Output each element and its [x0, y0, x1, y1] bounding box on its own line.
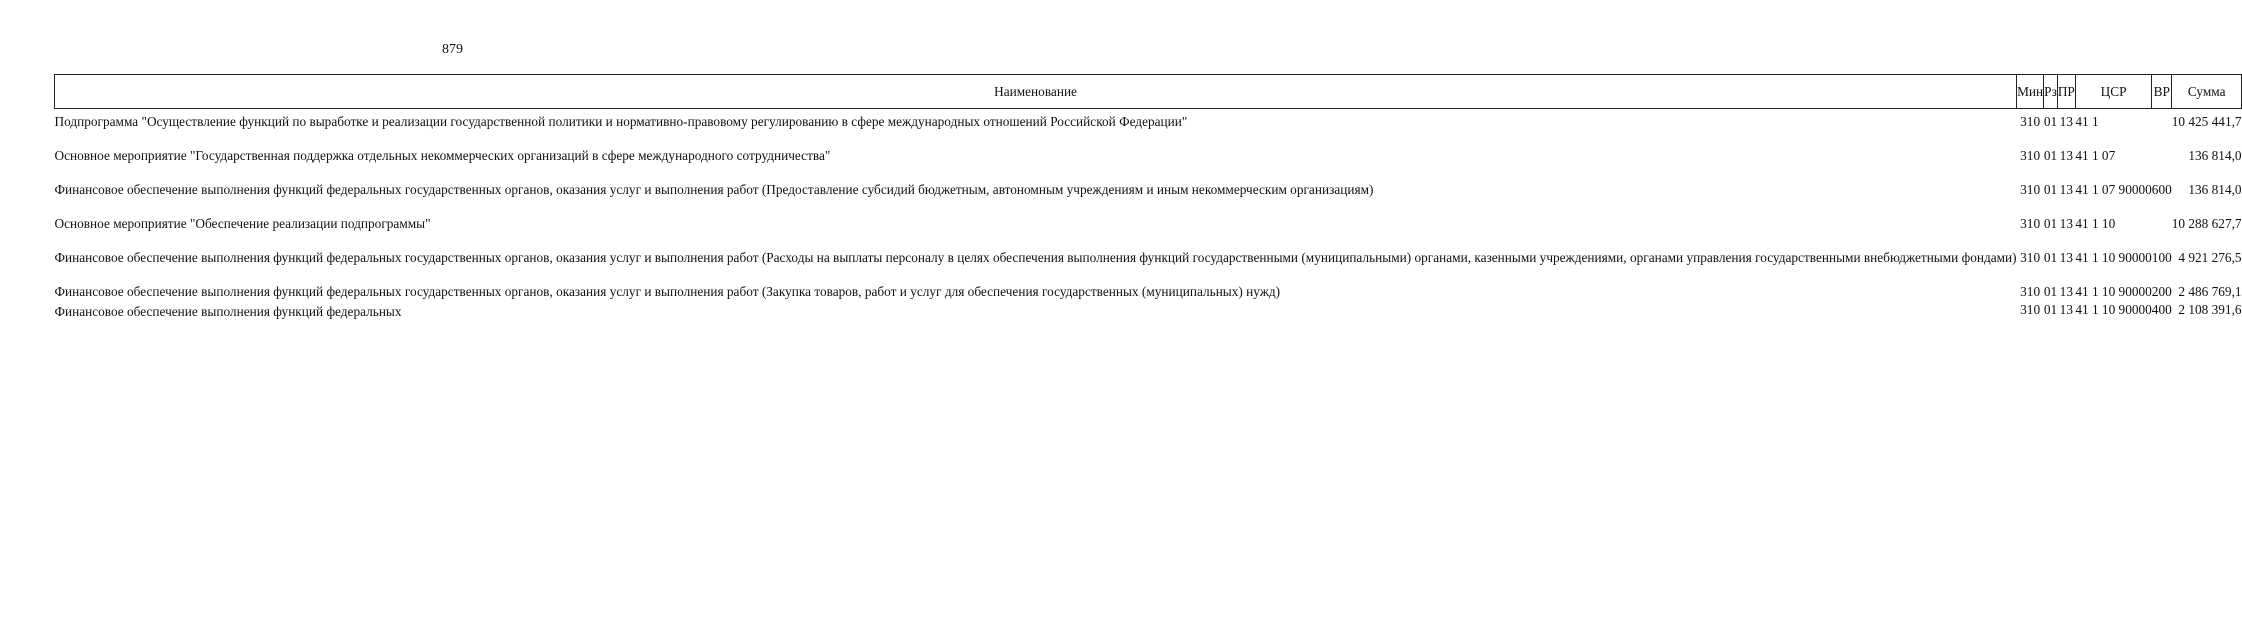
row-name: Подпрограмма "Осуществление функций по выработке и реализации государственной политики и нормативно-правовому регулированию в сфере международных отношений Российской Федерации": [54, 114, 1188, 129]
row-sum: 2 486 769,1: [2178, 284, 2242, 299]
row-csr: 41 1 10 90000: [2075, 284, 2152, 299]
row-min: 310: [2020, 284, 2041, 299]
row-vr: 200: [2151, 284, 2172, 299]
row-name: Финансовое обеспечение выполнения функций федеральных государственных органов, оказания услуг и выполнения работ (Закупка товаров, работ и услуг для обеспечения государственных (муниципальных) нужд): [54, 284, 1281, 299]
row-pr: 13: [2059, 182, 2073, 197]
header-name: Наименование: [55, 75, 2017, 109]
header-sum: Сумма: [2172, 75, 2242, 109]
row-vr: [2152, 109, 2172, 131]
row-csr: 41 1 10 90000: [2075, 250, 2152, 265]
budget-table: [54, 74, 2242, 320]
row-sum: 4 921 276,5: [2178, 250, 2242, 265]
row-csr: 41 1 07: [2075, 148, 2116, 163]
row-name: Основное мероприятие "Обеспечение реализации подпрограммы": [54, 216, 431, 231]
row-rz: 01: [2043, 114, 2058, 129]
row-min: 310: [2020, 182, 2041, 197]
row-min: 310: [2020, 216, 2041, 231]
row-vr: 400: [2151, 302, 2172, 317]
row-sum: 10 288 627,7: [2171, 216, 2242, 231]
header-vr: ВР: [2152, 75, 2172, 109]
row-vr: [2152, 130, 2172, 164]
header-pr: ПР: [2057, 75, 2075, 109]
row-name: Финансовое обеспечение выполнения функций федеральных государственных органов, оказания услуг и выполнения работ (Предоставление субсидий бюджетным, автономным учреждениям и иным некоммерческим организациям): [54, 182, 1374, 197]
row-pr: 13: [2059, 216, 2073, 231]
table-row: [55, 164, 2242, 198]
table-row: [55, 109, 2242, 131]
row-rz: 01: [2043, 250, 2058, 265]
row-min: 310: [2020, 302, 2041, 317]
row-csr: 41 1: [2075, 114, 2099, 129]
row-csr: 41 1 10 90000: [2075, 302, 2152, 317]
table-row: [55, 232, 2242, 266]
row-min: 310: [2020, 114, 2041, 129]
row-sum: 136 814,0: [2188, 182, 2242, 197]
table-row: [55, 130, 2242, 164]
row-pr: 13: [2059, 302, 2073, 317]
row-sum: 2 108 391,6: [2178, 302, 2242, 317]
header-csr: ЦСР: [2075, 75, 2151, 109]
row-rz: 01: [2043, 284, 2058, 299]
table-header: [55, 75, 2242, 109]
row-rz: 01: [2043, 302, 2058, 317]
row-csr: 41 1 10: [2075, 216, 2116, 231]
row-pr: 13: [2059, 114, 2073, 129]
row-pr: 13: [2059, 250, 2073, 265]
row-rz: 01: [2043, 182, 2058, 197]
table-row: [55, 198, 2242, 232]
row-pr: 13: [2059, 148, 2073, 163]
row-vr: 600: [2151, 182, 2172, 197]
table-row: [55, 266, 2242, 300]
row-name: Финансовое обеспечение выполнения функций федеральных: [54, 304, 402, 319]
row-pr: 13: [2059, 284, 2073, 299]
row-rz: 01: [2043, 148, 2058, 163]
row-csr: 41 1 07 90000: [2075, 182, 2152, 197]
row-name: Основное мероприятие "Государственная поддержка отдельных некоммерческих организаций в сфере международного сотрудничества": [54, 148, 831, 163]
row-min: 310: [2020, 148, 2041, 163]
header-rz: Рз: [2044, 75, 2058, 109]
header-min: Мин: [2017, 75, 2044, 109]
row-sum: 10 425 441,7: [2171, 114, 2242, 129]
row-name: Финансовое обеспечение выполнения функций федеральных государственных органов, оказания услуг и выполнения работ (Расходы на выплаты персоналу в целях обеспечения выполнения функций государственными (муниципальными) органами, казенными учреждениями, органами управления государственными внебюджетными фондами): [54, 250, 2017, 265]
row-sum: 136 814,0: [2188, 148, 2242, 163]
row-rz: 01: [2043, 216, 2058, 231]
row-min: 310: [2020, 250, 2041, 265]
page-number: 879: [442, 42, 463, 57]
row-vr: 100: [2151, 250, 2172, 265]
row-vr: [2152, 198, 2172, 232]
table-row: [55, 300, 2242, 320]
